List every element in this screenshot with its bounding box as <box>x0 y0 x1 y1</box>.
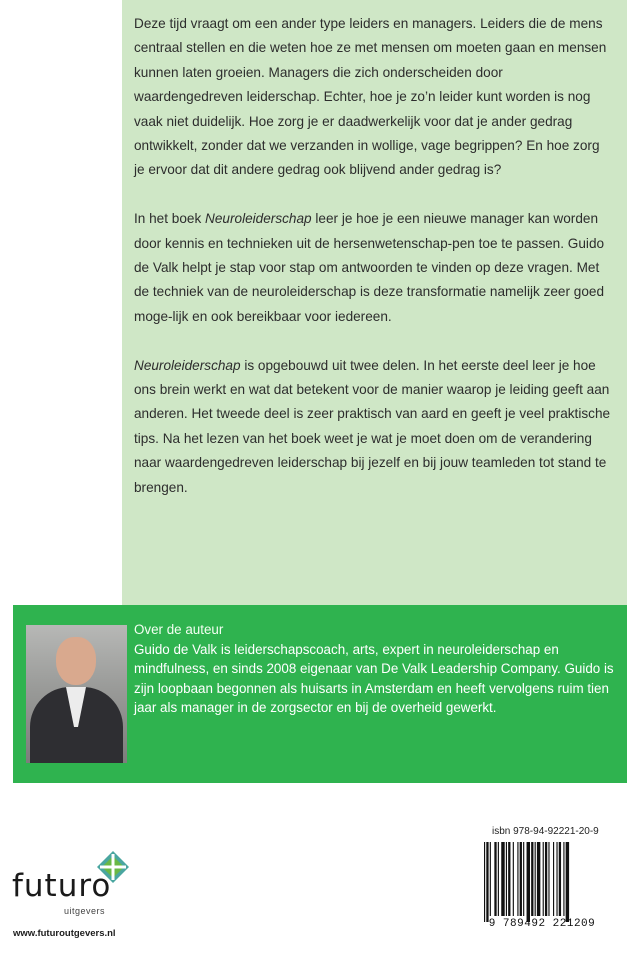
publisher-subtitle: uitgevers <box>64 906 106 916</box>
barcode-bar <box>520 842 522 916</box>
blurb-text: leer je hoe je een nieuwe manager kan worden door kennis en technieken uit de hersenwetenschap-pen toe te passen. Guido de Valk helpt je stap voor stap om antwoorden te vinden op deze vragen. Met de techniek van de neuroleiderschap is deze transformatie namelijk zeer goed moge-lijk en ook bereikbaar voor iedereen. <box>134 211 605 324</box>
barcode-bar <box>548 842 549 916</box>
left-margin <box>0 0 122 605</box>
barcode-bar <box>501 842 504 916</box>
back-cover-blurb <box>134 12 612 524</box>
publisher-name: futuro <box>12 868 112 904</box>
barcode-bar <box>498 842 499 916</box>
barcode-bar <box>535 842 536 916</box>
barcode-bar <box>556 842 557 916</box>
barcode-bar <box>531 842 533 916</box>
barcode-bar <box>494 842 496 916</box>
barcode-bar <box>508 842 510 916</box>
barcode-bar <box>517 842 518 916</box>
isbn-label: isbn 978-94-92221-20-9 <box>492 826 599 837</box>
barcode-bar <box>553 842 554 916</box>
blurb-paragraph-3 <box>134 354 612 500</box>
barcode-bar <box>484 842 485 922</box>
barcode-bar <box>537 842 540 916</box>
barcode-bar <box>506 842 507 916</box>
barcode-bar <box>486 842 488 922</box>
barcode-bar <box>559 842 561 916</box>
barcode-bar <box>490 842 491 916</box>
barcode-bar <box>566 842 569 922</box>
blurb-text: In het boek <box>134 211 206 227</box>
blurb-text: is opgebouwd uit twee delen. In het eerste deel leer je hoe ons brein werkt en wat dat betekent voor de manier waarop je leiding geeft aan anderen. Het tweede deel is zeer praktisch van aard en geeft je veel praktische tips. Na het lezen van het boek weet je wat je moet doen om de verandering naar waardengedreven leiderschap bij jezelf en bij jouw teamleden tot stand te brengen. <box>134 357 611 495</box>
author-photo <box>26 625 127 763</box>
book-title-italic: Neuroleiderschap <box>205 211 312 227</box>
author-heading: Over de auteur <box>134 622 224 637</box>
publisher-logo[interactable] <box>12 850 142 920</box>
book-title-italic: Neuroleiderschap <box>134 357 241 373</box>
barcode-digits: 9 789492 221209 <box>488 918 596 930</box>
blurb-paragraph-1: Deze tijd vraagt om een ander type leiders en managers. Leiders die de mens centraal stellen en die weten hoe ze met mensen om moeten gaan en mensen kunnen laten groeien. Managers die zich onderscheiden door waardengedreven leiderschap. Echter, hoe je zo’n leider kunt worden is nog vaak niet duidelijk. Hoe zorg je er daadwerkelijk voor dat je ander gedrag ontwikkelt, zonder dat we verzanden in wollige, vage begrippen? En hoe zorg je ervoor dat dit andere gedrag ook blijvend ander gedrag is? <box>134 16 607 178</box>
barcode-bar <box>523 842 524 916</box>
blurb-paragraph-2 <box>134 207 612 329</box>
barcode-bar <box>543 842 544 916</box>
barcode-image <box>480 842 604 930</box>
author-section <box>13 605 627 783</box>
barcode-bar <box>513 842 514 916</box>
author-bio: Guido de Valk is leiderschapscoach, arts, expert in neuroleiderschap en mindfulness, en sinds 2008 eigenaar van De Valk Leadership Company. Guido is zijn loopbaan begonnen als huisarts in Amsterdam en heeft vervolgens ruim tien jaar als manager in de zorgsector en bij de overheid gewerkt. <box>134 641 614 716</box>
author-text <box>134 620 624 718</box>
barcode-bar <box>545 842 547 916</box>
barcode-bar <box>527 842 530 922</box>
barcode-bar <box>563 842 564 916</box>
publisher-website[interactable]: www.futuroutgevers.nl <box>13 928 116 939</box>
